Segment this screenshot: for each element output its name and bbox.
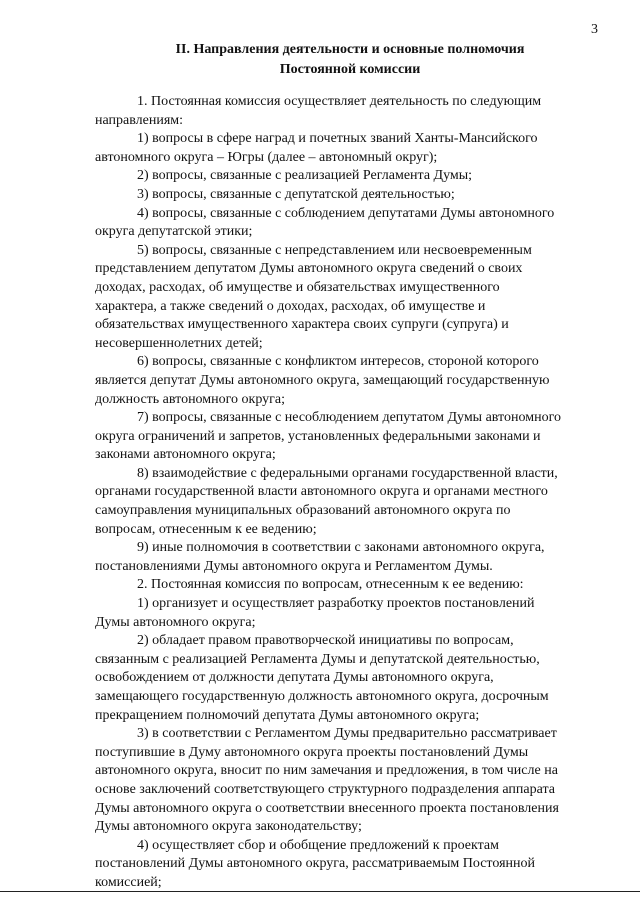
section-title [90,40,610,80]
paragraph: 4) осуществляет сбор и обобщение предложений к проектам постановлений Думы автономного округа, рассматриваемым Постоянной комиссией; [95,837,536,890]
paragraph: 7) вопросы, связанные с несоблюдением депутатом Думы автономного округа ограничений и запретов, установленных федеральными законами и законами автономного округа; [95,410,561,463]
paragraph: 4) вопросы, связанные с соблюдением депутатами Думы автономного округа депутатской этики; [95,205,555,240]
paragraph: 9) иные полномочия в соответствии с законами автономного округа, постановлениями Думы автономного округа и Регламентом Думы. [95,540,545,574]
paragraph: 3) вопросы, связанные с депутатской деятельностью; [137,186,455,202]
section-title-line-1: II. Направления деятельности и основные полномочия [175,42,525,57]
footer-divider [0,891,640,892]
paragraph: 8) взаимодействие с федеральными органами государственной власти, органами государственной власти автономного округа и органами местного самоуправления муниципальных образований автономного округа по вопросам, отнесенным к ее ведению; [95,465,558,537]
paragraph: 2. Постоянная комиссия по вопросам, отнесенным к ее ведению: [137,577,524,593]
page-number: 3 [591,22,598,37]
paragraph: 1. Постоянная комиссия осуществляет деятельность по следующим направлениям: [95,94,542,128]
paragraph: 6) вопросы, связанные с конфликтом интересов, стороной которого является депутат Думы автономного округа, замещающий государственную должность автономного округа; [95,354,550,407]
paragraph: 5) вопросы, связанные с непредставлением или несвоевременным представлением депутатом Думы автономного округа сведений о своих доходах, расходах, об имуществе и обязательствах имущественного характера, а также сведений о доходах, расходах, об имуществе и обязательствах имущественного характера своих супруги (супруга) и несовершеннолетних детей; [95,242,532,351]
paragraph: 3) в соответствии с Регламентом Думы предварительно рассматривает поступившие в Думу автономного округа проекты постановлений Думы автономного округа, вносит по ним замечания и предложения, в том числе на основе заключений соответствующего структурного подразделения аппарата Думы автономного округа о соответствии внесенного проекта постановления Думы автономного округа законодательству; [95,726,559,835]
document-body [95,93,602,893]
paragraph: 1) организует и осуществляет разработку проектов постановлений Думы автономного округа; [95,596,535,630]
section-title-line-2: Постоянной комиссии [279,62,421,77]
paragraph: 1) вопросы в сфере наград и почетных званий Ханты-Мансийского автономного округа – Югры (далее – автономный округ); [95,131,538,165]
paragraph: 2) обладает правом правотворческой инициативы по вопросам, связанным с реализацией Регламента Думы и депутатской деятельностью, освобождением от должности депутата Думы автономного округа, замещающего государственную должность автономного округа, досрочным прекращением полномочий депутата Думы автономного округа; [95,633,549,723]
paragraph: 2) вопросы, связанные с реализацией Регламента Думы; [137,168,473,184]
